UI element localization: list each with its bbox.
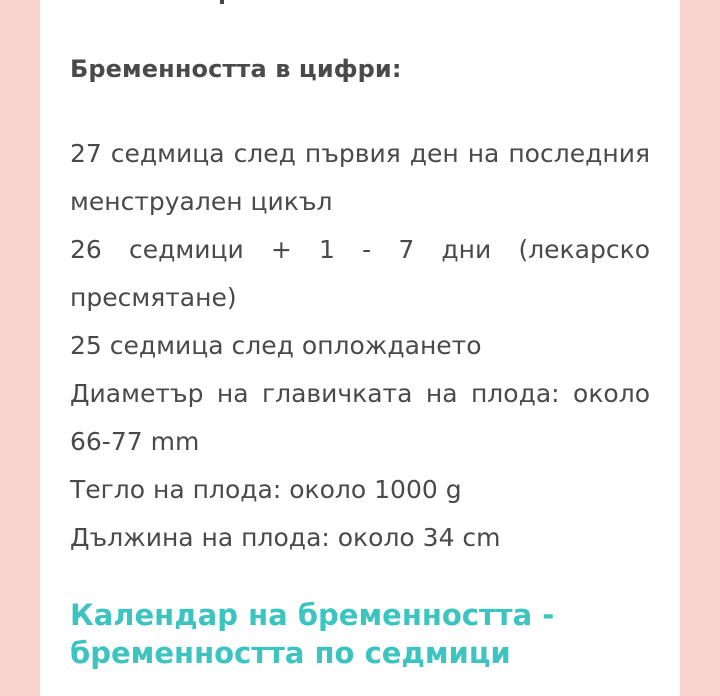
cut-off-previous-text [70,0,650,4]
pregnancy-numbers-heading: Бременността в цифри: [70,55,402,83]
stat-medical-calculation: 26 седмици + 1 - 7 дни (лекарско пресмятане) [70,235,650,312]
pregnancy-stats-list [70,130,650,562]
stat-head-diameter: Диаметър на главичката на плода: около 66-77 mm [70,379,650,456]
pregnancy-calendar-link[interactable]: Календар на бременността - бременността по седмици [70,598,555,670]
stat-week-after-last-period: 27 седмица след първия ден на последния менструален цикъл [70,139,650,216]
stat-fetus-weight: Тегло на плода: около 1000 g [70,475,462,504]
article-card [40,0,680,696]
stat-week-after-conception: 25 седмица след оплождането [70,331,482,360]
stat-fetus-length: Дължина на плода: около 34 cm [70,523,501,552]
